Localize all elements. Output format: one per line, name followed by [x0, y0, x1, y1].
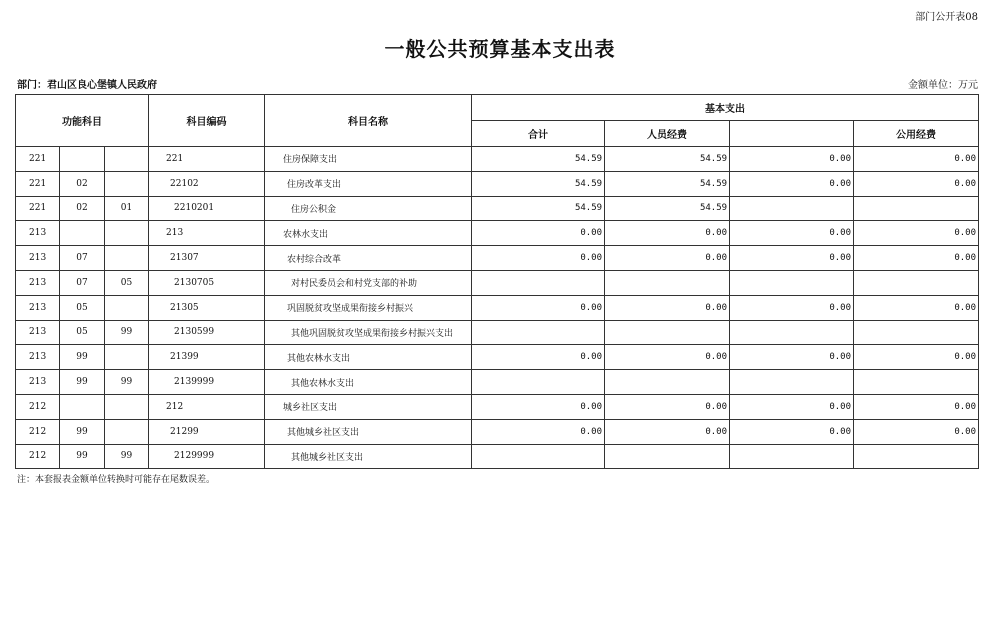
- func-category-cell: 99: [60, 370, 105, 395]
- personnel-cell: 0.00: [605, 345, 730, 370]
- func-category-cell: 05: [60, 295, 105, 320]
- header-func-subject: 功能科目: [16, 95, 149, 147]
- func-item-cell: [105, 345, 149, 370]
- table-row: [16, 221, 979, 246]
- header-subject-code: 科目编码: [149, 95, 265, 147]
- subject-code-cell: 21307: [149, 246, 265, 271]
- func-category-cell: 99: [60, 345, 105, 370]
- personnel-cell: 0.00: [605, 246, 730, 271]
- func-class-cell: 212: [16, 394, 60, 419]
- func-class-cell: 221: [16, 147, 60, 172]
- extra-cell: [854, 196, 979, 221]
- header-personnel: 人员经费: [605, 121, 730, 147]
- table-body: [16, 147, 979, 469]
- func-item-cell: [105, 419, 149, 444]
- extra-cell: 0.00: [854, 171, 979, 196]
- personnel-cell: [605, 270, 730, 295]
- extra-cell: 0.00: [854, 345, 979, 370]
- func-category-cell: [60, 394, 105, 419]
- extra-cell: [854, 270, 979, 295]
- table-row: [16, 295, 979, 320]
- func-class-cell: 213: [16, 370, 60, 395]
- footnote: 注：本套报表金额单位转换时可能存在尾数误差。: [17, 475, 216, 485]
- subject-code-cell: 221: [149, 147, 265, 172]
- personnel-cell: [605, 370, 730, 395]
- func-item-cell: [105, 246, 149, 271]
- extra-cell: 0.00: [854, 246, 979, 271]
- total-cell: 0.00: [472, 419, 605, 444]
- subject-name-cell: 对村民委员会和村党支部的补助: [265, 270, 472, 295]
- subject-name-cell: 其他农林水支出: [265, 345, 472, 370]
- func-class-cell: 212: [16, 444, 60, 469]
- public-cell: 0.00: [730, 147, 854, 172]
- header-total: 合计: [472, 121, 605, 147]
- header-public: 公用经费: [854, 121, 979, 147]
- public-cell: [730, 370, 854, 395]
- header-basic-expenditure: 基本支出: [472, 95, 979, 121]
- subject-code-cell: 21305: [149, 295, 265, 320]
- subject-name-cell: 农林水支出: [265, 221, 472, 246]
- subject-code-cell: 21299: [149, 419, 265, 444]
- department-label: 部门：君山区良心堡镇人民政府: [17, 80, 157, 91]
- public-cell: 0.00: [730, 345, 854, 370]
- func-item-cell: 05: [105, 270, 149, 295]
- personnel-cell: 0.00: [605, 394, 730, 419]
- func-item-cell: [105, 171, 149, 196]
- func-item-cell: 99: [105, 320, 149, 345]
- total-cell: 54.59: [472, 147, 605, 172]
- form-id: 部门公开表08: [915, 12, 978, 23]
- page-title: 一般公共预算基本支出表: [384, 37, 616, 61]
- table-row: [16, 370, 979, 395]
- table-row: [16, 246, 979, 271]
- public-cell: [730, 444, 854, 469]
- personnel-cell: 0.00: [605, 419, 730, 444]
- table-row: [16, 270, 979, 295]
- func-class-cell: 213: [16, 221, 60, 246]
- subject-code-cell: 2129999: [149, 444, 265, 469]
- public-cell: 0.00: [730, 394, 854, 419]
- func-item-cell: 99: [105, 370, 149, 395]
- func-item-cell: [105, 147, 149, 172]
- subject-code-cell: 2130705: [149, 270, 265, 295]
- func-item-cell: 99: [105, 444, 149, 469]
- func-class-cell: 212: [16, 419, 60, 444]
- subject-name-cell: 住房保障支出: [265, 147, 472, 172]
- public-cell: 0.00: [730, 171, 854, 196]
- total-cell: 0.00: [472, 221, 605, 246]
- personnel-cell: [605, 320, 730, 345]
- func-class-cell: 213: [16, 270, 60, 295]
- header-spacer: [730, 121, 854, 147]
- extra-cell: 0.00: [854, 295, 979, 320]
- budget-table: [15, 94, 979, 469]
- func-item-cell: [105, 221, 149, 246]
- subject-code-cell: 22102: [149, 171, 265, 196]
- func-item-cell: [105, 394, 149, 419]
- public-cell: [730, 270, 854, 295]
- subject-name-cell: 其他巩固脱贫攻坚成果衔接乡村振兴支出: [265, 320, 472, 345]
- extra-cell: 0.00: [854, 419, 979, 444]
- subject-code-cell: 21399: [149, 345, 265, 370]
- personnel-cell: 0.00: [605, 221, 730, 246]
- subject-name-cell: 住房公积金: [265, 196, 472, 221]
- subject-code-cell: 213: [149, 221, 265, 246]
- personnel-cell: 54.59: [605, 196, 730, 221]
- public-cell: 0.00: [730, 419, 854, 444]
- func-category-cell: 05: [60, 320, 105, 345]
- table-row: [16, 320, 979, 345]
- subject-name-cell: 城乡社区支出: [265, 394, 472, 419]
- subject-name-cell: 农村综合改革: [265, 246, 472, 271]
- subject-code-cell: 2139999: [149, 370, 265, 395]
- subject-name-cell: 巩固脱贫攻坚成果衔接乡村振兴: [265, 295, 472, 320]
- extra-cell: [854, 370, 979, 395]
- func-category-cell: [60, 147, 105, 172]
- table-row: [16, 147, 979, 172]
- public-cell: 0.00: [730, 295, 854, 320]
- subject-name-cell: 其他城乡社区支出: [265, 444, 472, 469]
- table-row: [16, 196, 979, 221]
- func-item-cell: 01: [105, 196, 149, 221]
- func-class-cell: 213: [16, 246, 60, 271]
- public-cell: [730, 196, 854, 221]
- total-cell: [472, 320, 605, 345]
- total-cell: 0.00: [472, 345, 605, 370]
- table-row: [16, 444, 979, 469]
- subject-code-cell: 212: [149, 394, 265, 419]
- total-cell: 54.59: [472, 171, 605, 196]
- extra-cell: 0.00: [854, 147, 979, 172]
- subject-name-cell: 住房改革支出: [265, 171, 472, 196]
- func-category-cell: 02: [60, 171, 105, 196]
- personnel-cell: [605, 444, 730, 469]
- subject-code-cell: 2210201: [149, 196, 265, 221]
- personnel-cell: 54.59: [605, 147, 730, 172]
- header-subject-name: 科目名称: [265, 95, 472, 147]
- total-cell: 0.00: [472, 394, 605, 419]
- personnel-cell: 0.00: [605, 295, 730, 320]
- total-cell: 0.00: [472, 295, 605, 320]
- amount-unit-label: 金额单位：万元: [908, 80, 978, 91]
- total-cell: 0.00: [472, 246, 605, 271]
- func-item-cell: [105, 295, 149, 320]
- func-category-cell: [60, 221, 105, 246]
- total-cell: [472, 444, 605, 469]
- func-class-cell: 213: [16, 295, 60, 320]
- table-row: [16, 419, 979, 444]
- func-category-cell: 07: [60, 246, 105, 271]
- public-cell: [730, 320, 854, 345]
- extra-cell: [854, 320, 979, 345]
- extra-cell: 0.00: [854, 221, 979, 246]
- subject-name-cell: 其他农林水支出: [265, 370, 472, 395]
- func-class-cell: 213: [16, 345, 60, 370]
- func-category-cell: 02: [60, 196, 105, 221]
- func-category-cell: 99: [60, 444, 105, 469]
- table-row: [16, 345, 979, 370]
- func-class-cell: 213: [16, 320, 60, 345]
- total-cell: [472, 370, 605, 395]
- public-cell: 0.00: [730, 246, 854, 271]
- total-cell: 54.59: [472, 196, 605, 221]
- func-class-cell: 221: [16, 171, 60, 196]
- public-cell: 0.00: [730, 221, 854, 246]
- func-class-cell: 221: [16, 196, 60, 221]
- table-row: [16, 394, 979, 419]
- total-cell: [472, 270, 605, 295]
- subject-code-cell: 2130599: [149, 320, 265, 345]
- subject-name-cell: 其他城乡社区支出: [265, 419, 472, 444]
- extra-cell: [854, 444, 979, 469]
- func-category-cell: 99: [60, 419, 105, 444]
- extra-cell: 0.00: [854, 394, 979, 419]
- func-category-cell: 07: [60, 270, 105, 295]
- table-row: [16, 171, 979, 196]
- personnel-cell: 54.59: [605, 171, 730, 196]
